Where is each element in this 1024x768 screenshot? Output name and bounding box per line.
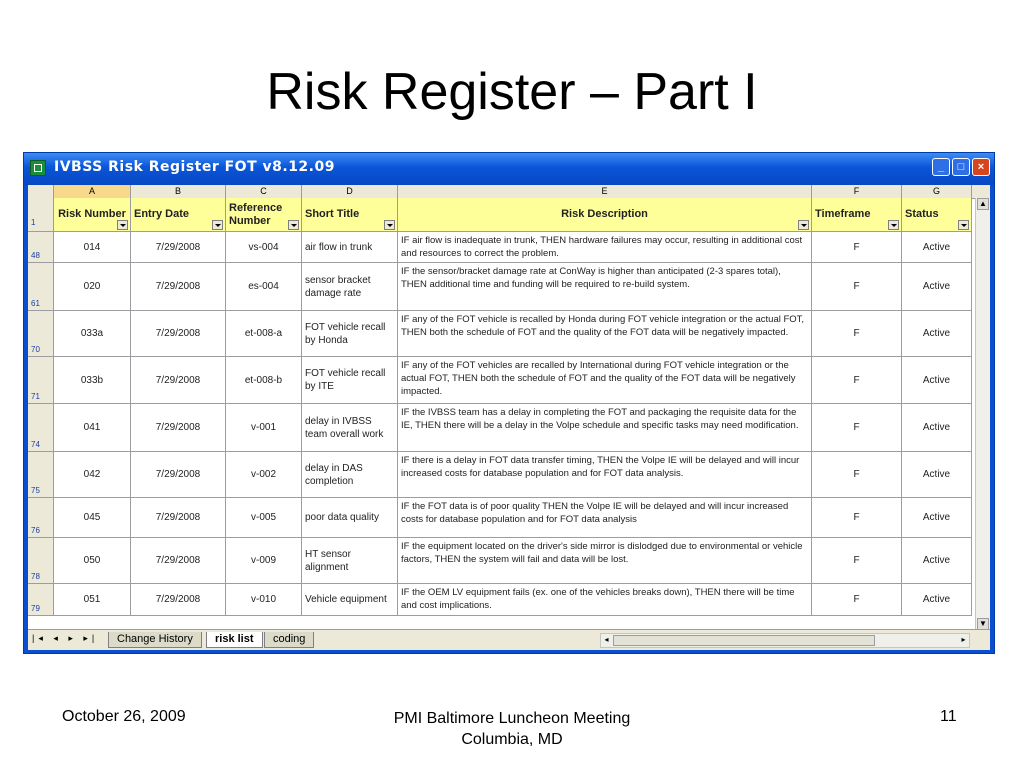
footer-date: October 26, 2009 xyxy=(62,708,186,725)
header-short-title-label: Short Title xyxy=(305,208,360,220)
window-title: IVBSS Risk Register FOT v8.12.09 xyxy=(54,159,335,175)
status-cell[interactable]: Active xyxy=(902,232,972,263)
header-risk-number-label: Risk Number xyxy=(58,208,126,220)
timeframe-cell[interactable]: F xyxy=(812,357,902,404)
timeframe-cell[interactable]: F xyxy=(812,498,902,538)
timeframe-cell[interactable]: F xyxy=(812,263,902,311)
maximize-button[interactable]: □ xyxy=(952,158,970,176)
column-header-c[interactable]: C xyxy=(226,185,302,198)
autofilter-dropdown-icon[interactable] xyxy=(117,220,128,230)
row-number-header[interactable]: 1 xyxy=(28,198,54,232)
status-cell[interactable]: Active xyxy=(902,263,972,311)
status-cell[interactable]: Active xyxy=(902,538,972,584)
tab-risk-list[interactable]: risk list xyxy=(206,632,263,648)
header-entry-date xyxy=(131,198,226,232)
row-number[interactable]: 79 xyxy=(28,584,54,616)
header-risk-number xyxy=(54,198,131,232)
risk-description-cell[interactable]: IF any of the FOT vehicle is recalled by Honda during FOT vehicle integration or the actual FOT, THEN both the schedule of FOT and the quality of the FOT data will be negatively impacted. xyxy=(398,311,812,357)
status-cell[interactable]: Active xyxy=(902,498,972,538)
autofilter-dropdown-icon[interactable] xyxy=(958,220,969,230)
header-short-title xyxy=(302,198,398,232)
reference-number-cell[interactable]: v-009 xyxy=(226,538,302,584)
risk-description-cell[interactable]: IF air flow is inadequate in trunk, THEN hardware failures may occur, resulting in additional cost and resources to correct the problem. xyxy=(398,232,812,263)
autofilter-dropdown-icon[interactable] xyxy=(384,220,395,230)
risk-number-cell[interactable]: 033b xyxy=(54,357,131,404)
entry-date-cell[interactable]: 7/29/2008 xyxy=(131,357,226,404)
reference-number-cell[interactable]: v-005 xyxy=(226,498,302,538)
footer-event-line-2: Columbia, MD xyxy=(461,731,563,748)
risk-number-cell[interactable]: 051 xyxy=(54,584,131,616)
header-entry-date-label: Entry Date xyxy=(134,208,190,220)
short-title-cell[interactable]: delay in DAS completion xyxy=(302,452,398,498)
entry-date-cell[interactable]: 7/29/2008 xyxy=(131,538,226,584)
short-title-cell[interactable]: HT sensor alignment xyxy=(302,538,398,584)
spreadsheet-window xyxy=(23,152,995,654)
reference-number-cell[interactable]: vs-004 xyxy=(226,232,302,263)
row-number[interactable]: 70 xyxy=(28,311,54,357)
header-reference-number-label: Reference Number xyxy=(229,201,283,227)
risk-description-cell[interactable]: IF the equipment located on the driver's side mirror is dislodged due to environmental or vehicle factors, THEN the system will fail and data will be lost. xyxy=(398,538,812,584)
worksheet xyxy=(28,185,990,650)
row-number[interactable]: 71 xyxy=(28,357,54,404)
entry-date-cell[interactable]: 7/29/2008 xyxy=(131,498,226,538)
row-number[interactable]: 78 xyxy=(28,538,54,584)
short-title-cell[interactable]: FOT vehicle recall by Honda xyxy=(302,311,398,357)
header-risk-description xyxy=(398,198,812,232)
vertical-scrollbar[interactable] xyxy=(975,198,990,630)
tab-change-history[interactable]: Change History xyxy=(108,632,202,648)
status-cell[interactable]: Active xyxy=(902,452,972,498)
row-number[interactable]: 76 xyxy=(28,498,54,538)
column-header-f[interactable]: F xyxy=(812,185,902,198)
risk-number-cell[interactable]: 050 xyxy=(54,538,131,584)
header-reference-number xyxy=(226,198,302,232)
entry-date-cell[interactable]: 7/29/2008 xyxy=(131,452,226,498)
reference-number-cell[interactable]: v-010 xyxy=(226,584,302,616)
column-header-a[interactable]: A xyxy=(54,185,131,198)
risk-description-cell[interactable]: IF there is a delay in FOT data transfer timing, THEN the Volpe IE will be delayed and will incur increased costs for database population and for FOT data analysis. xyxy=(398,452,812,498)
short-title-cell[interactable]: poor data quality xyxy=(302,498,398,538)
column-header-d[interactable]: D xyxy=(302,185,398,198)
timeframe-cell[interactable]: F xyxy=(812,232,902,263)
row-number[interactable]: 48 xyxy=(28,232,54,263)
header-status-label: Status xyxy=(905,208,939,220)
close-button[interactable]: × xyxy=(972,158,990,176)
autofilter-dropdown-icon[interactable] xyxy=(288,220,299,230)
risk-description-cell[interactable]: IF the IVBSS team has a delay in completing the FOT and packaging the requisite data for the IE, THEN there will be a delay in the Volpe schedule and specific tasks may need modification. xyxy=(398,404,812,452)
header-timeframe-label: Timeframe xyxy=(815,208,871,220)
reference-number-cell[interactable]: v-001 xyxy=(226,404,302,452)
risk-number-cell[interactable]: 041 xyxy=(54,404,131,452)
reference-number-cell[interactable]: es-004 xyxy=(226,263,302,311)
entry-date-cell[interactable]: 7/29/2008 xyxy=(131,311,226,357)
reference-number-cell[interactable]: et-008-b xyxy=(226,357,302,404)
column-header-b[interactable]: B xyxy=(131,185,226,198)
column-header-e[interactable]: E xyxy=(398,185,812,198)
short-title-cell[interactable]: Vehicle equipment xyxy=(302,584,398,616)
select-all-corner[interactable] xyxy=(28,185,54,198)
risk-description-cell[interactable]: IF the OEM LV equipment fails (ex. one of the vehicles breaks down), THEN there will be time and cost implications. xyxy=(398,584,812,616)
slide-number: 11 xyxy=(940,708,957,725)
horizontal-scrollbar[interactable] xyxy=(600,633,970,648)
scroll-thumb[interactable] xyxy=(613,635,875,646)
timeframe-cell[interactable]: F xyxy=(812,311,902,357)
short-title-cell[interactable]: sensor bracket damage rate xyxy=(302,263,398,311)
slide-title: Risk Register – Part I xyxy=(266,63,758,121)
autofilter-dropdown-icon[interactable] xyxy=(212,220,223,230)
status-cell[interactable]: Active xyxy=(902,357,972,404)
footer-event xyxy=(340,708,684,750)
risk-number-cell[interactable]: 042 xyxy=(54,452,131,498)
scroll-up-icon[interactable]: ▲ xyxy=(977,198,989,210)
status-cell[interactable]: Active xyxy=(902,584,972,616)
footer-event-line-1: PMI Baltimore Luncheon Meeting xyxy=(393,710,631,727)
status-cell[interactable]: Active xyxy=(902,311,972,357)
excel-icon xyxy=(30,160,46,176)
scroll-down-icon[interactable]: ▼ xyxy=(977,618,989,630)
row-number[interactable]: 61 xyxy=(28,263,54,311)
risk-number-cell[interactable]: 033a xyxy=(54,311,131,357)
scroll-left-icon[interactable]: ◂ xyxy=(604,635,609,644)
header-timeframe xyxy=(812,198,902,232)
reference-number-cell[interactable]: v-002 xyxy=(226,452,302,498)
reference-number-cell[interactable]: et-008-a xyxy=(226,311,302,357)
entry-date-cell[interactable]: 7/29/2008 xyxy=(131,584,226,616)
timeframe-cell[interactable]: F xyxy=(812,584,902,616)
header-status xyxy=(902,198,972,232)
entry-date-cell[interactable]: 7/29/2008 xyxy=(131,232,226,263)
short-title-cell[interactable]: FOT vehicle recall by ITE xyxy=(302,357,398,404)
short-title-cell[interactable]: air flow in trunk xyxy=(302,232,398,263)
header-risk-description-label: Risk Description xyxy=(561,208,648,220)
risk-number-cell[interactable]: 014 xyxy=(54,232,131,263)
minimize-button[interactable]: _ xyxy=(932,158,950,176)
tab-navigation-icons[interactable]: |◂ ◂ ▸ ▸| xyxy=(32,633,99,643)
risk-number-cell[interactable]: 020 xyxy=(54,263,131,311)
sheet-tab-bar xyxy=(28,629,990,650)
autofilter-dropdown-icon[interactable] xyxy=(798,220,809,230)
timeframe-cell[interactable]: F xyxy=(812,452,902,498)
risk-number-cell[interactable]: 045 xyxy=(54,498,131,538)
entry-date-cell[interactable]: 7/29/2008 xyxy=(131,263,226,311)
short-title-cell[interactable]: delay in IVBSS team overall work xyxy=(302,404,398,452)
entry-date-cell[interactable]: 7/29/2008 xyxy=(131,404,226,452)
timeframe-cell[interactable]: F xyxy=(812,538,902,584)
risk-description-cell[interactable]: IF the FOT data is of poor quality THEN the Volpe IE will be delayed and will incur increased costs for database population and for FOT data analysis xyxy=(398,498,812,538)
timeframe-cell[interactable]: F xyxy=(812,404,902,452)
risk-description-cell[interactable]: IF any of the FOT vehicles are recalled by International during FOT vehicle integration or the actual FOT, THEN both the schedule of FOT and the quality of the FOT data will be negatively impacted. xyxy=(398,357,812,404)
scroll-right-icon[interactable]: ▸ xyxy=(961,635,966,644)
row-number[interactable]: 75 xyxy=(28,452,54,498)
autofilter-dropdown-icon[interactable] xyxy=(888,220,899,230)
window-titlebar[interactable] xyxy=(24,153,994,185)
row-number[interactable]: 74 xyxy=(28,404,54,452)
column-header-g[interactable]: G xyxy=(902,185,972,198)
tab-coding[interactable]: coding xyxy=(264,632,314,648)
column-header-bar xyxy=(28,185,990,199)
status-cell[interactable]: Active xyxy=(902,404,972,452)
risk-description-cell[interactable]: IF the sensor/bracket damage rate at ConWay is higher than anticipated (2-3 spares total), THEN additional time and funding will be required to re-build system. xyxy=(398,263,812,311)
